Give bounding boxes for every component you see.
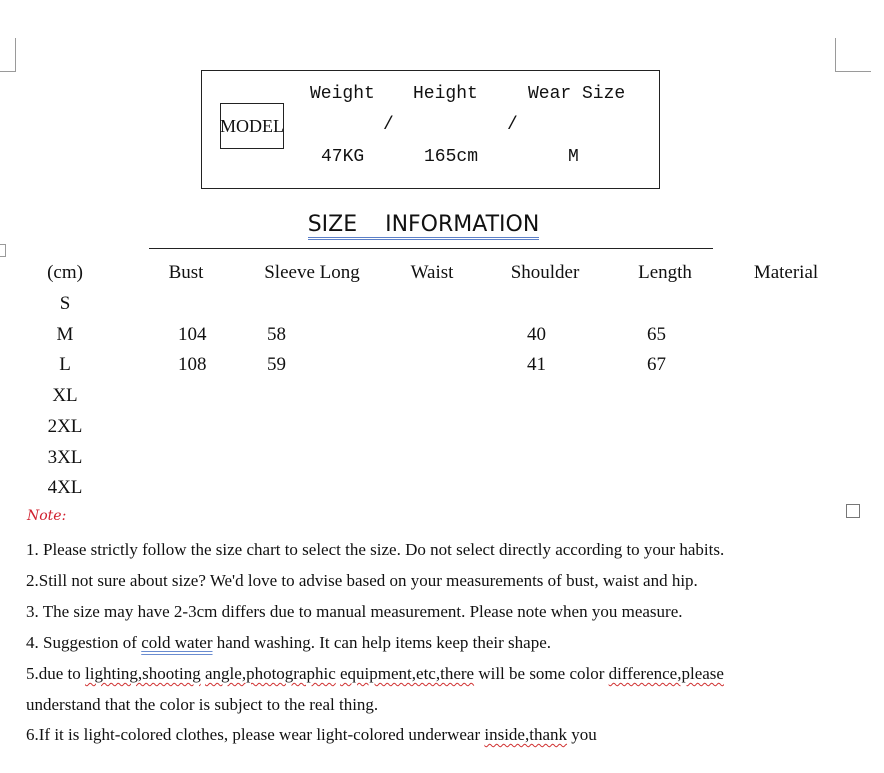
spelling-marked-text[interactable]: angle,photographic — [205, 664, 336, 683]
model-value-height: 165cm — [424, 147, 479, 167]
table-header-shoulder: Shoulder — [510, 262, 580, 283]
model-info-box — [201, 70, 660, 189]
sleeve-cell: 58 — [267, 324, 286, 345]
model-header-height: Height — [413, 84, 478, 104]
sleeve-cell: 59 — [267, 354, 286, 375]
table-anchor-icon — [0, 244, 6, 257]
note-line-1: 1. Please strictly follow the size chart to select the size. Do not select directly according to your habits. — [26, 540, 725, 559]
model-value-wear-size: M — [568, 147, 579, 167]
size-information-title-text: SIZE INFORMATION — [308, 212, 540, 240]
table-header-waist: Waist — [410, 262, 454, 283]
table-header-bust: Bust — [168, 262, 204, 283]
length-cell: 67 — [647, 354, 666, 375]
model-header-wear-size: Wear Size — [528, 84, 626, 104]
spelling-marked-text[interactable]: lighting,shooting — [85, 664, 201, 683]
checkbox-icon[interactable] — [846, 504, 860, 518]
page-corner-mark-top-right — [835, 38, 871, 72]
size-cell: 3XL — [47, 447, 83, 468]
shoulder-cell: 40 — [527, 324, 546, 345]
model-value-weight: 47KG — [321, 147, 365, 167]
note-text: will be some color — [474, 664, 609, 683]
model-separator-2: / — [507, 115, 518, 135]
shoulder-cell: 41 — [527, 354, 546, 375]
bust-cell: 108 — [178, 354, 207, 375]
note-text: you — [567, 725, 597, 744]
model-separator-1: / — [383, 115, 394, 135]
table-header-length: Length — [638, 262, 692, 283]
table-header-cm: (cm) — [47, 262, 83, 283]
size-information-title — [0, 212, 847, 237]
model-label: MODEL — [220, 103, 284, 149]
length-cell: 65 — [647, 324, 666, 345]
bust-cell: 104 — [178, 324, 207, 345]
note-line-3: 3. The size may have 2-3cm differs due to manual measurement. Please note when you measure. — [26, 602, 683, 621]
note-line-2: 2.Still not sure about size? We'd love to advise based on your measurements of bust, waist and hip. — [26, 571, 698, 590]
table-header-material: Material — [753, 262, 819, 283]
grammar-marked-text[interactable]: cold water — [141, 633, 213, 652]
note-text: 5.due to — [26, 664, 86, 683]
note-text: hand washing. It can help items keep their shape. — [212, 633, 551, 652]
note-line-4 — [26, 633, 551, 653]
note-label: Note: — [27, 508, 67, 524]
size-cell: L — [59, 354, 71, 375]
spelling-marked-text[interactable]: equipment,etc,there — [340, 664, 475, 683]
size-cell: S — [59, 293, 71, 314]
table-header-sleeve-long: Sleeve Long — [264, 262, 360, 283]
model-header-weight: Weight — [310, 84, 375, 104]
spelling-marked-text[interactable]: inside,thank — [484, 725, 568, 744]
size-cell: XL — [52, 385, 78, 406]
spelling-marked-text[interactable]: difference,please — [608, 664, 724, 683]
note-line-5 — [26, 664, 724, 684]
size-cell: 2XL — [47, 416, 83, 437]
page-corner-mark-top-left — [0, 38, 16, 72]
note-line-6: understand that the color is subject to the real thing. — [26, 695, 379, 714]
size-cell: 4XL — [47, 477, 83, 498]
size-cell: M — [56, 324, 74, 345]
note-line-7 — [26, 725, 597, 745]
title-divider — [149, 248, 713, 249]
note-text: 6.If it is light-colored clothes, please wear light-colored underwear — [26, 725, 485, 744]
note-text: 4. Suggestion of — [26, 633, 142, 652]
